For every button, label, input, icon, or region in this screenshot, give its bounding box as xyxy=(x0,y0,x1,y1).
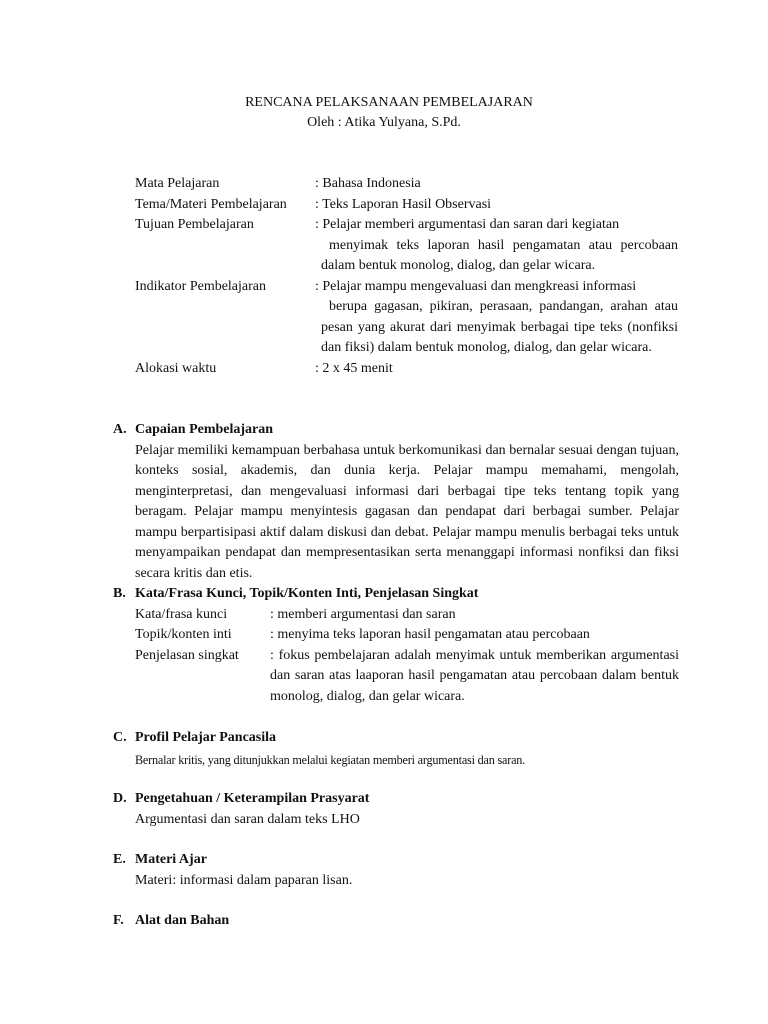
meta-value xyxy=(315,215,678,277)
meta-label: Tema/Materi Pembelajaran xyxy=(135,196,287,212)
meta-row xyxy=(135,195,680,216)
meta-label: Tujuan Pembelajaran xyxy=(135,217,254,232)
section-title: Profil Pelajar Pancasila xyxy=(135,730,277,745)
key-term-row xyxy=(135,625,679,646)
section-heading xyxy=(113,584,679,605)
section-heading xyxy=(113,789,679,810)
section-title: Capaian Pembelajaran xyxy=(135,422,274,437)
section-heading xyxy=(113,728,679,749)
key-term-label: Topik/konten inti xyxy=(135,627,232,642)
key-term-value: : fokus pembelajaran adalah menyimak untuk memberikan argumentasi dan saran atas laaporan hasil pengamatan atau percobaan dalam bentuk monolog, dialog, dan gelar wicara. xyxy=(270,647,679,704)
section-heading xyxy=(113,420,679,441)
section-body: Pelajar memiliki kemampuan berbahasa untuk berkomunikasi dan bernalar sesuai dengan tujuan, konteks sosial, akademis, dan dunia kerja. Pelajar mampu memahami, mengolah, menginterpretasi, dan mengevaluasi informasi dari berbagai tipe teks tentang topik yang beragam. Pelajar mampu menyintesis gagasan dan pendapat dari berbagai sumber. Pelajar mampu berpartisipasi aktif dalam diskusi dan debat. Pelajar mampu menulis berbagai teks untuk menyampaikan pendapat dan mempresentasikan serta menanggapi informasi nonfiksi dan fiksi secara kritis dan etis. xyxy=(135,442,679,581)
meta-value xyxy=(315,174,678,195)
meta-value xyxy=(315,359,678,380)
section-body: Bernalar kritis, yang ditunjukkan melalui kegiatan memberi argumentasi dan saran. xyxy=(135,752,526,767)
section-letter: C. xyxy=(113,730,127,745)
section-body: Argumentasi dan saran dalam teks LHO xyxy=(135,811,360,827)
key-term-label: Penjelasan singkat xyxy=(135,647,239,663)
section-d xyxy=(113,789,679,830)
meta-value-line: menyimak teks laporan hasil pengamatan atau percobaan xyxy=(329,237,678,253)
section-title: Pengetahuan / Keterampilan Prasyarat xyxy=(135,791,370,806)
section-body: Materi: informasi dalam paparan lisan. xyxy=(135,872,353,888)
section-letter: E. xyxy=(113,852,126,867)
meta-value xyxy=(315,277,678,359)
key-term-label: Kata/frasa kunci xyxy=(135,606,228,622)
meta-value-line: : Pelajar memberi argumentasi dan saran dari kegiatan xyxy=(315,217,620,232)
meta-value-line: dan fiksi) dalam bentuk monolog, dialog, dan gelar wicara. xyxy=(321,340,652,355)
section-letter: A. xyxy=(113,422,127,437)
meta-value-line: : Bahasa Indonesia xyxy=(315,176,421,191)
key-term-row xyxy=(135,646,679,708)
meta-row xyxy=(135,277,680,359)
section-letter: B. xyxy=(113,586,126,601)
meta-label: Indikator Pembelajaran xyxy=(135,278,267,294)
section-title: Kata/Frasa Kunci, Topik/Konten Inti, Penjelasan Singkat xyxy=(135,586,479,601)
meta-value-line: : Teks Laporan Hasil Observasi xyxy=(315,196,492,212)
meta-value-line: : Pelajar mampu mengevaluasi dan mengkreasi informasi xyxy=(315,278,637,294)
section-f xyxy=(113,911,679,932)
section-letter: D. xyxy=(113,791,127,806)
metadata-table xyxy=(135,174,680,379)
meta-label: Mata Pelajaran xyxy=(135,176,220,191)
section-a xyxy=(113,420,679,584)
section-title: Alat dan Bahan xyxy=(135,913,230,928)
meta-value-line: dalam bentuk monolog, dialog, dan gelar wicara. xyxy=(321,258,596,273)
meta-row xyxy=(135,174,680,195)
meta-value-line: : 2 x 45 menit xyxy=(315,360,393,376)
section-e xyxy=(113,850,679,891)
meta-row xyxy=(135,215,680,277)
document-author: Oleh : Atika Yulyana, S.Pd. xyxy=(307,115,461,130)
key-term-row xyxy=(135,605,679,626)
section-c xyxy=(113,728,679,769)
document-title: RENCANA PELAKSANAAN PEMBELAJARAN xyxy=(245,95,533,110)
meta-value xyxy=(315,195,678,216)
meta-value-line: berupa gagasan, pikiran, perasaan, pandangan, arahan atau xyxy=(329,299,678,314)
section-title: Materi Ajar xyxy=(135,852,207,867)
key-term-value: : memberi argumentasi dan saran xyxy=(270,606,456,622)
key-term-value: : menyima teks laporan hasil pengamatan atau percobaan xyxy=(270,627,590,642)
section-b xyxy=(113,584,679,707)
meta-label: Alokasi waktu xyxy=(135,360,217,376)
key-terms-table xyxy=(135,605,679,708)
section-heading xyxy=(113,911,679,932)
meta-row xyxy=(135,359,680,380)
meta-value-line: pesan yang akurat dari menyimak berbagai tipe teks (nonfiksi xyxy=(321,319,678,335)
section-heading xyxy=(113,850,679,871)
section-letter: F. xyxy=(113,913,124,928)
